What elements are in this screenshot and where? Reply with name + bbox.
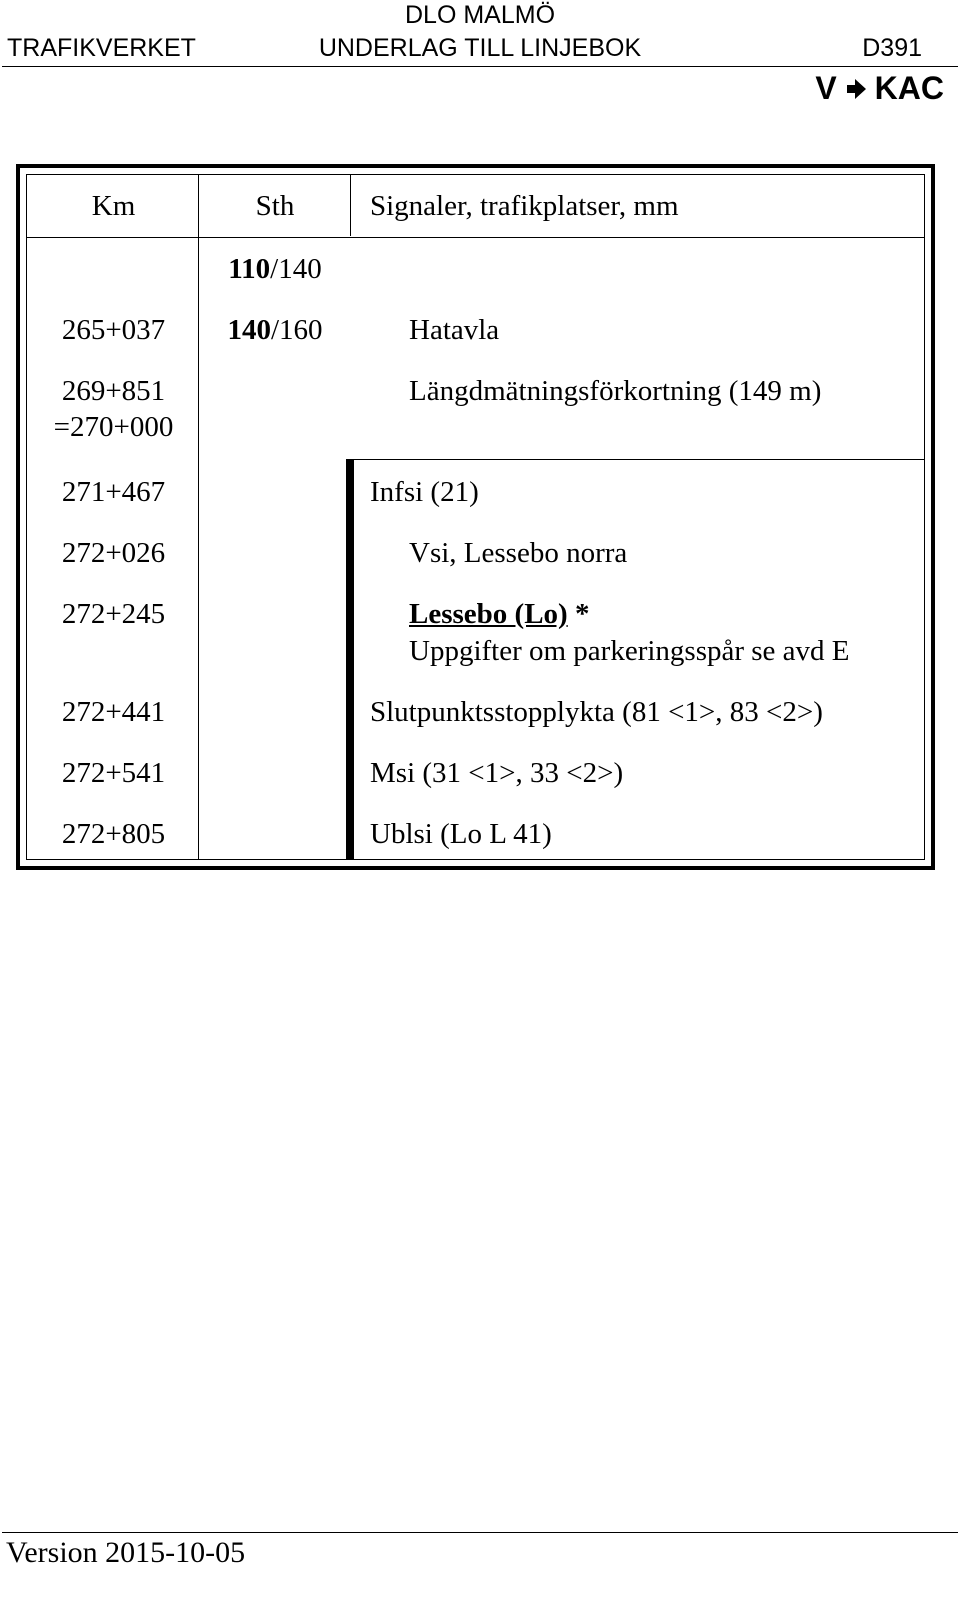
signal-entry: Infsi (21) <box>370 476 479 508</box>
station-entry <box>409 600 589 629</box>
km-value-equivalent: =270+000 <box>53 411 174 443</box>
signal-entry: Vsi, Lessebo norra <box>409 537 628 569</box>
footer-divider <box>2 1532 958 1533</box>
column-header-signals: Signaler, trafikplatser, mm <box>370 190 679 222</box>
signal-entry: Msi (31 <1>, 33 <2>) <box>370 757 624 789</box>
header-divider <box>2 66 958 67</box>
region-title: DLO MALMÖ <box>404 1 556 29</box>
km-value: 269+851 <box>61 375 166 407</box>
km-value: 271+467 <box>61 476 166 508</box>
station-marker: * <box>567 598 590 630</box>
route-label <box>815 72 944 109</box>
speed-secondary: /160 <box>270 314 323 346</box>
section-divider <box>350 459 924 460</box>
signal-entry: Slutpunktsstopplykta (81 <1>, 83 <2>) <box>370 696 823 728</box>
speed-value <box>199 255 351 284</box>
signal-entry: Ublsi (Lo L 41) <box>370 818 552 850</box>
station-note: Uppgifter om parkeringsspår se avd E <box>409 635 850 667</box>
table-inner-border <box>26 174 925 860</box>
km-value: 272+441 <box>61 696 166 728</box>
signal-entry: Längdmätningsförkortning (149 m) <box>409 375 822 407</box>
speed-primary: 110 <box>228 253 271 285</box>
document-title: UNDERLAG TILL LINJEBOK <box>318 34 642 62</box>
route-from: V <box>815 70 837 106</box>
line-table <box>16 164 935 870</box>
station-name: Lessebo (Lo) <box>409 598 568 630</box>
signal-entry: Hatavla <box>409 314 500 346</box>
speed-primary: 140 <box>227 314 271 346</box>
arrow-right-icon <box>845 73 867 105</box>
organization-name: TRAFIKVERKET <box>7 34 196 62</box>
route-to: KAC <box>874 70 944 106</box>
km-value: 272+541 <box>61 757 166 789</box>
column-header-sth: Sth <box>255 190 295 222</box>
km-value: 272+245 <box>61 598 166 630</box>
km-value: 272+026 <box>61 537 166 569</box>
speed-secondary: /140 <box>270 253 322 285</box>
document-code: D391 <box>862 34 922 62</box>
double-track-bar <box>346 459 354 859</box>
header-row-divider <box>27 237 924 238</box>
speed-value <box>199 316 351 345</box>
version-label: Version 2015-10-05 <box>6 1536 246 1569</box>
km-value: 272+805 <box>61 818 166 850</box>
km-value: 265+037 <box>61 314 166 346</box>
column-header-km: Km <box>91 190 136 222</box>
